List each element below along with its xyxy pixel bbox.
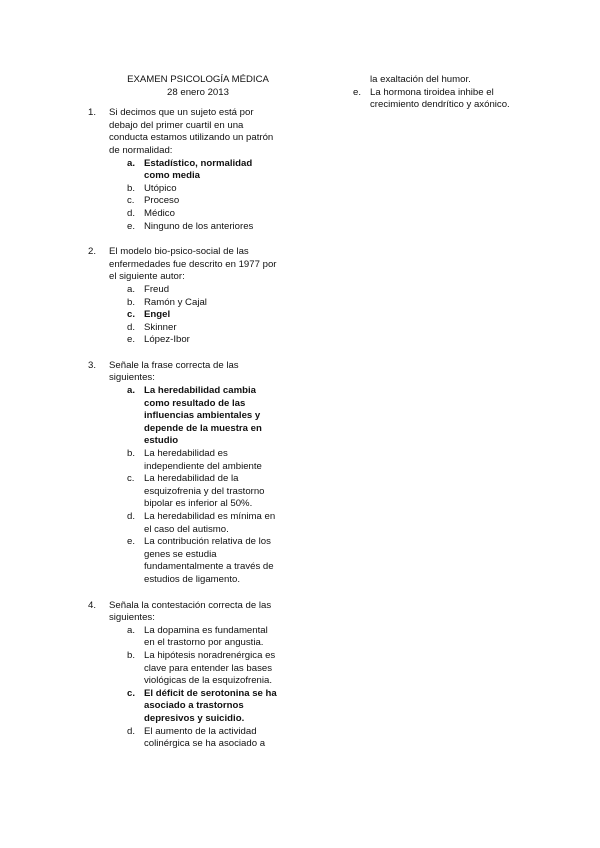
option-text: La heredabilidad de la esquizofrenia y del trastorno bipolar es inferior al 50%.: [144, 473, 265, 510]
option-text: La heredabilidad es independiente del ambiente: [144, 448, 262, 472]
spacer: [88, 347, 288, 360]
option-letter: d.: [127, 511, 136, 522]
option-letter: c.: [127, 195, 135, 207]
page-title: EXAMEN PSICOLOGÍA MÉDICA: [127, 74, 269, 85]
option-letter: a.: [127, 624, 136, 636]
question-text: Señale la frase correcta de las siguientes:: [109, 359, 239, 384]
option-letter: d.: [127, 321, 136, 333]
option-4c: [88, 688, 280, 726]
question-number: 3.: [88, 359, 97, 371]
exam-header: [108, 74, 288, 99]
option-4d: [88, 726, 280, 751]
option-1e: [88, 221, 280, 234]
question-4: [88, 600, 279, 625]
option-1c: [88, 195, 280, 208]
option-letter: a.: [127, 157, 136, 169]
right-column: [340, 74, 515, 112]
option-1b: [88, 183, 280, 196]
option-4a: [88, 625, 280, 650]
option-1a: [88, 158, 280, 183]
spacer: [88, 99, 288, 107]
question-1-options: [88, 158, 288, 234]
option-text: la exaltación del humor.: [370, 74, 471, 85]
option-letter: e.: [127, 220, 136, 232]
option-text: Engel: [144, 309, 171, 321]
option-text: Médico: [144, 207, 175, 219]
question-3-options: [88, 385, 288, 587]
option-letter: b.: [127, 182, 136, 194]
option-2b: [88, 297, 280, 310]
option-text: Ramón y Cajal: [144, 296, 207, 308]
option-letter: e.: [127, 536, 136, 548]
option-text: La hormona tiroidea inhibe el crecimiento dendrítico y axónico.: [370, 86, 510, 111]
option-text: La dopamina es fundamental en el trastorno por angustia.: [144, 624, 268, 649]
option-letter: b.: [127, 296, 136, 308]
option-3d: [88, 511, 280, 536]
option-text: La hipótesis noradrenérgica es clave para entender las bases viológicas de la esquizofrenia.: [144, 649, 276, 687]
option-letter: c.: [127, 473, 135, 485]
question-text: Señala la contestación correcta de las siguientes:: [109, 599, 272, 624]
left-column: [88, 74, 288, 751]
option-1d: [88, 208, 280, 221]
question-2: [88, 246, 279, 284]
option-letter: e.: [127, 334, 136, 346]
option-3a: [88, 385, 280, 448]
option-letter: b.: [127, 448, 136, 460]
option-2d: [88, 322, 280, 335]
option-letter: a.: [127, 385, 136, 397]
option-text: Proceso: [144, 195, 180, 207]
option-2e: [88, 334, 280, 347]
option-letter: d.: [127, 207, 136, 219]
question-number: 1.: [88, 107, 97, 119]
option-4d-continuation: [340, 74, 510, 87]
option-4e: [340, 87, 510, 112]
option-letter: b.: [127, 649, 136, 661]
option-letter: d.: [127, 725, 136, 737]
spacer: [88, 587, 288, 600]
option-letter: c.: [127, 687, 136, 699]
option-text: López-Ibor: [144, 334, 190, 346]
option-text: La heredabilidad cambia como resultado de las influencias ambientales y depende de la muestra en estudio: [144, 385, 262, 447]
option-letter: a.: [127, 283, 136, 295]
question-3: [88, 360, 279, 385]
question-2-options: [88, 284, 288, 347]
question-text: El modelo bio-psico-social de las enfermedades fue descrito en 1977 por el siguiente autor:: [109, 246, 277, 283]
option-3b: [88, 448, 280, 473]
option-text: La contribución relativa de los genes se estudia fundamentalmente a través de estudios de ligamento.: [144, 536, 274, 585]
option-letter: e.: [353, 86, 362, 98]
option-4b: [88, 650, 280, 688]
question-number: 2.: [88, 246, 97, 258]
exam-date: 28 enero 2013: [167, 86, 229, 98]
question-text: Si decimos que un sujeto está por debajo del primer cuartil en una conducta estamos utilizando un patrón de normalidad:: [109, 107, 274, 156]
option-letter: c.: [127, 309, 136, 321]
spacer: [88, 233, 288, 246]
option-3c: [88, 473, 280, 511]
option-text: Freud: [144, 283, 170, 295]
option-2c: [88, 309, 280, 322]
option-3e: [88, 536, 280, 586]
option-2a: [88, 284, 280, 297]
option-text: El déficit de serotonina se ha asociado a trastornos depresivos y suicidio.: [144, 687, 277, 724]
question-4-options: [88, 625, 288, 751]
option-text: Ninguno de los anteriores: [144, 220, 254, 232]
option-text: Utópico: [144, 182, 177, 194]
option-text: Estadístico, normalidad como media: [144, 157, 253, 182]
option-text: El aumento de la actividad colinérgica se ha asociado a: [144, 725, 266, 750]
option-text: La heredabilidad es mínima en el caso del autismo.: [144, 511, 276, 535]
option-text: Skinner: [144, 321, 177, 333]
question-1: [88, 107, 279, 157]
question-number: 4.: [88, 599, 97, 611]
